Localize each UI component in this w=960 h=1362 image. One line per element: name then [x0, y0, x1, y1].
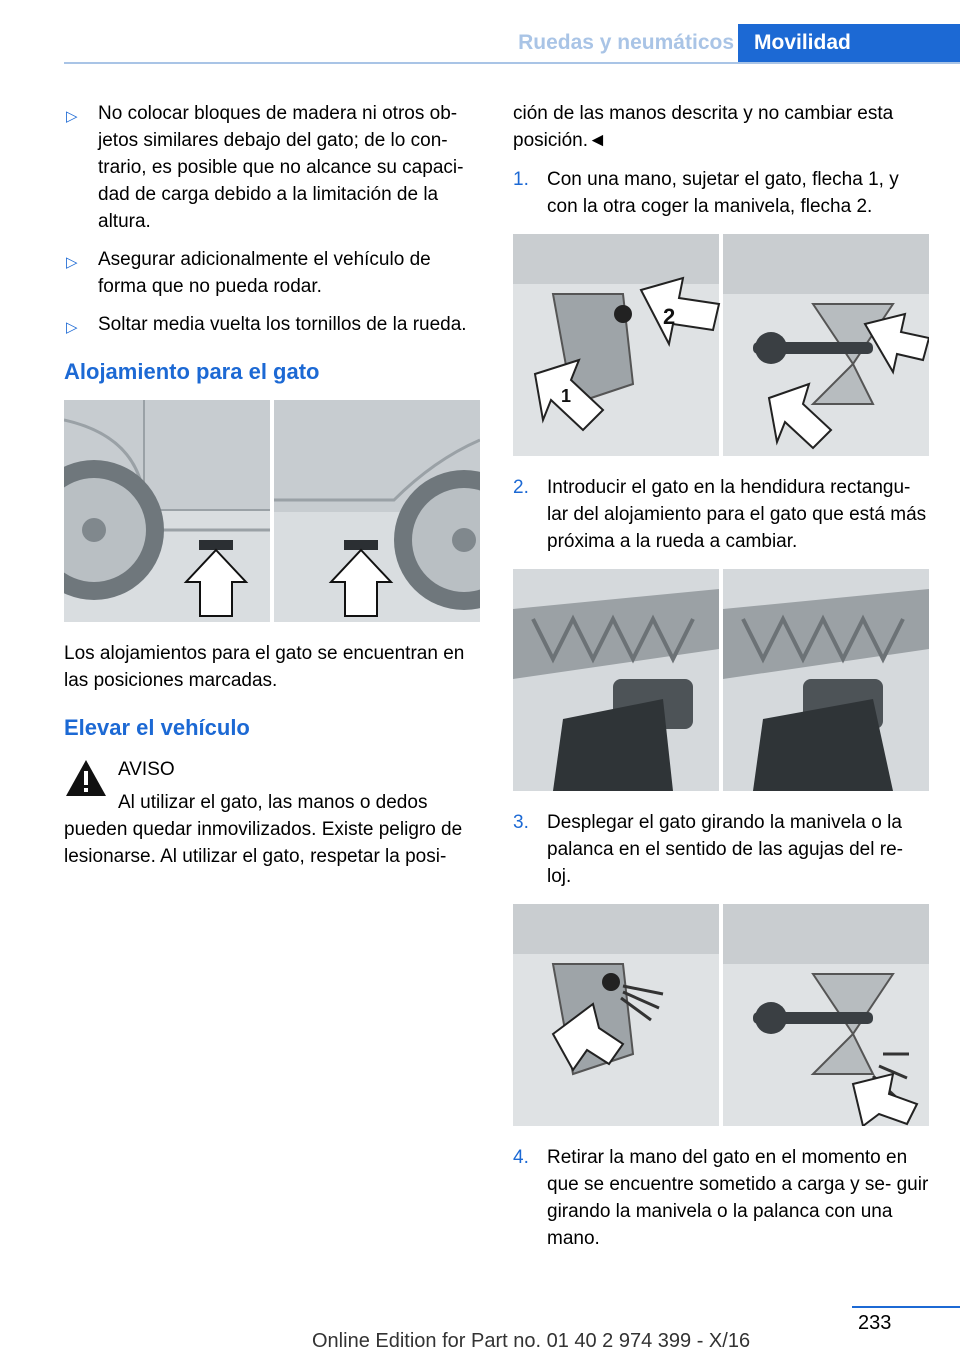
bullet-item [64, 246, 480, 300]
section-heading-jack-points: Alojamiento para el gato [64, 359, 320, 384]
step-text: Introducir el gato en la hendidura rectangu‐ lar del alojamiento para el gato que está más próxima a la rueda a cambiar. [547, 477, 927, 552]
jack-crank-figure [513, 904, 929, 1126]
step-item [513, 1144, 929, 1252]
step-text: Desplegar el gato girando la manivela o la palanca en el sentido de las agujas del re‐ loj. [547, 812, 903, 887]
arrow-label-2: 2 [663, 304, 676, 329]
footer-edition-text: Online Edition for Part no. 01 40 2 974 399 - X/16 [312, 1330, 751, 1352]
footer-rule [852, 1306, 960, 1308]
triangle-bullet-icon: ▷ [66, 319, 78, 336]
header-section-title: Ruedas y neumáticos [518, 31, 734, 54]
triangle-bullet-icon: ▷ [66, 254, 78, 271]
bullet-item [64, 311, 480, 338]
step-item [513, 166, 929, 220]
jack-insert-figure [513, 569, 929, 791]
jack-hold-figure [513, 234, 929, 456]
warning-text-body: Al utilizar el gato, las manos o dedos pueden quedar inmovilizados. Existe peligro de lesionarse. Al utilizar el gato, respetar la posi‐ [64, 792, 463, 867]
bullet-text: No colocar bloques de madera ni otros ob‐ jetos similares debajo del gato; de lo con‐ trario, es posible que no alcance su capaci‐ dad de carga debido a la limitación de la altura. [98, 103, 464, 232]
step-item [513, 474, 929, 555]
header-chapter-tab: Movilidad [738, 24, 960, 62]
step-number: 4. [513, 1147, 529, 1168]
warning-continuation: ción de las manos descrita y no cambiar esta posición.◄ [513, 103, 894, 151]
bullet-text: Asegurar adicionalmente el vehículo de forma que no pueda rodar. [98, 249, 431, 297]
step-text: Retirar la mano del gato en el momento en que se encuentre sometido a carga y se‐ guir girando la manivela o la palanca con una mano. [547, 1147, 929, 1249]
section-heading-raise-vehicle: Elevar el vehículo [64, 715, 250, 740]
jack-points-figure [64, 400, 480, 622]
jack-points-caption: Los alojamientos para el gato se encuentran en las posiciones marcadas. [64, 643, 465, 691]
bullet-item [64, 100, 480, 235]
warning-triangle-icon [64, 758, 108, 806]
step-text: Con una mano, sujetar el gato, flecha 1, y con la otra coger la manivela, flecha 2. [547, 169, 899, 217]
warning-block [64, 756, 480, 870]
step-item [513, 809, 929, 890]
right-column [513, 100, 929, 1263]
warning-title: AVISO [118, 759, 175, 780]
step-number: 1. [513, 169, 529, 190]
warning-text [64, 789, 480, 870]
header-rule [64, 62, 960, 64]
bullet-text: Soltar media vuelta los tornillos de la rueda. [98, 314, 467, 335]
page-number: 233 [858, 1312, 892, 1334]
left-column [64, 100, 480, 870]
step-number: 2. [513, 477, 529, 498]
triangle-bullet-icon: ▷ [66, 108, 78, 125]
step-number: 3. [513, 812, 529, 833]
arrow-label-1: 1 [561, 386, 572, 406]
